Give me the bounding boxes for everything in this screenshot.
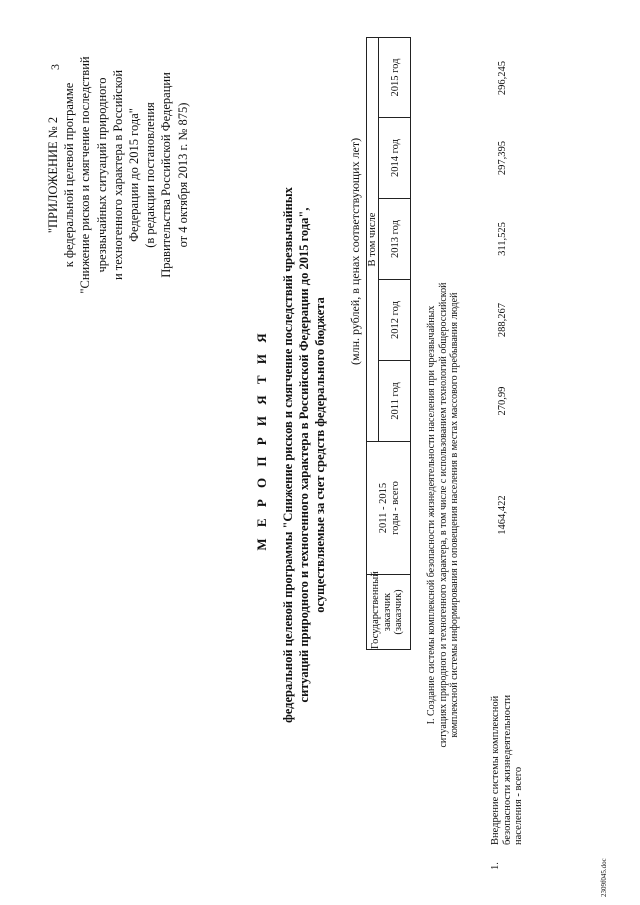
header-year: 2015 год [390,58,401,97]
row-total-value: 1464,422 [497,495,508,535]
appendix-line: к федеральной целевой программе [62,82,77,268]
header-total-line: 2011 - 2015 [378,482,389,534]
header-total-line: годы - всего [389,481,401,535]
appendix-line: Федерации до 2015 года" [127,108,142,242]
header-including: В том числе [367,212,378,267]
row-name-line: Внедрение системы комплексной [490,695,501,845]
section-line: I. Создание системы комплексной безопасности жизнедеятельности населения при чрезвычайных [426,305,437,725]
header-customer-line: Государственный [370,571,381,649]
header-year: 2013 год [390,220,401,258]
appendix-line: чрезвычайных ситуаций природного [94,77,109,273]
header-total [378,442,401,574]
document-subtitle [280,125,328,785]
header-customer-line: (заказчик) [393,589,404,635]
appendix-line: и техногенного характера в Российской [110,69,125,281]
subtitle-line: ситуаций природного и техногенного характера в Российской Федерации до 2015 года", [297,207,311,703]
row-year-value: 296,245 [497,60,508,96]
header-year: 2014 год [390,139,401,177]
header-customer-line: заказчик [381,592,393,632]
page-number: 3 [48,64,62,70]
appendix-line: (в редакции постановления [143,102,158,248]
appendix-line: от 4 октября 2013 г. № 875) [175,102,190,248]
row-name-line: безопасности жизнедеятельности [501,694,513,845]
header-customer [370,571,405,649]
appendix-line: "Снижение рисков и смягчение последствий [78,56,93,294]
row-number: 1. [490,862,501,870]
section-line: ситуациях природного и техногенного характера, в том числе с использованием технологий общероссийской [437,282,449,748]
row-year-value: 270,99 [497,386,508,416]
section-heading [426,205,461,825]
table-left-border [366,649,411,650]
header-year: 2012 год [390,301,401,339]
subtitle-line: федеральной целевой программы "Снижение рисков и смягчение последствий чрезвычайных [281,187,295,723]
footer-code: 2309f045.doc [600,858,608,897]
row-name-line: населения - всего [513,766,524,845]
appendix-line: Правительства Российской Федерации [159,72,174,278]
row-year-value: 297,395 [497,140,508,176]
units-note: (млн. рублей, в ценах соответствующих лет) [348,137,362,365]
document-title: М Е Р О П Р И Я Т И Я [254,329,269,551]
row-name [490,695,525,845]
table-header-bottom-rule [410,38,411,650]
subtitle-line: осуществляемые за счет средств федерального бюджета [313,297,327,613]
appendix-block [45,25,191,325]
row-year-value: 288,267 [497,302,508,338]
section-line: комплексной системы информирования и оповещения населения в местах массового пребывания людей [449,292,460,738]
row-year-value: 311,525 [497,222,508,256]
header-year: 2011 год [390,382,401,420]
appendix-line: "ПРИЛОЖЕНИЕ № 2 [46,116,60,234]
